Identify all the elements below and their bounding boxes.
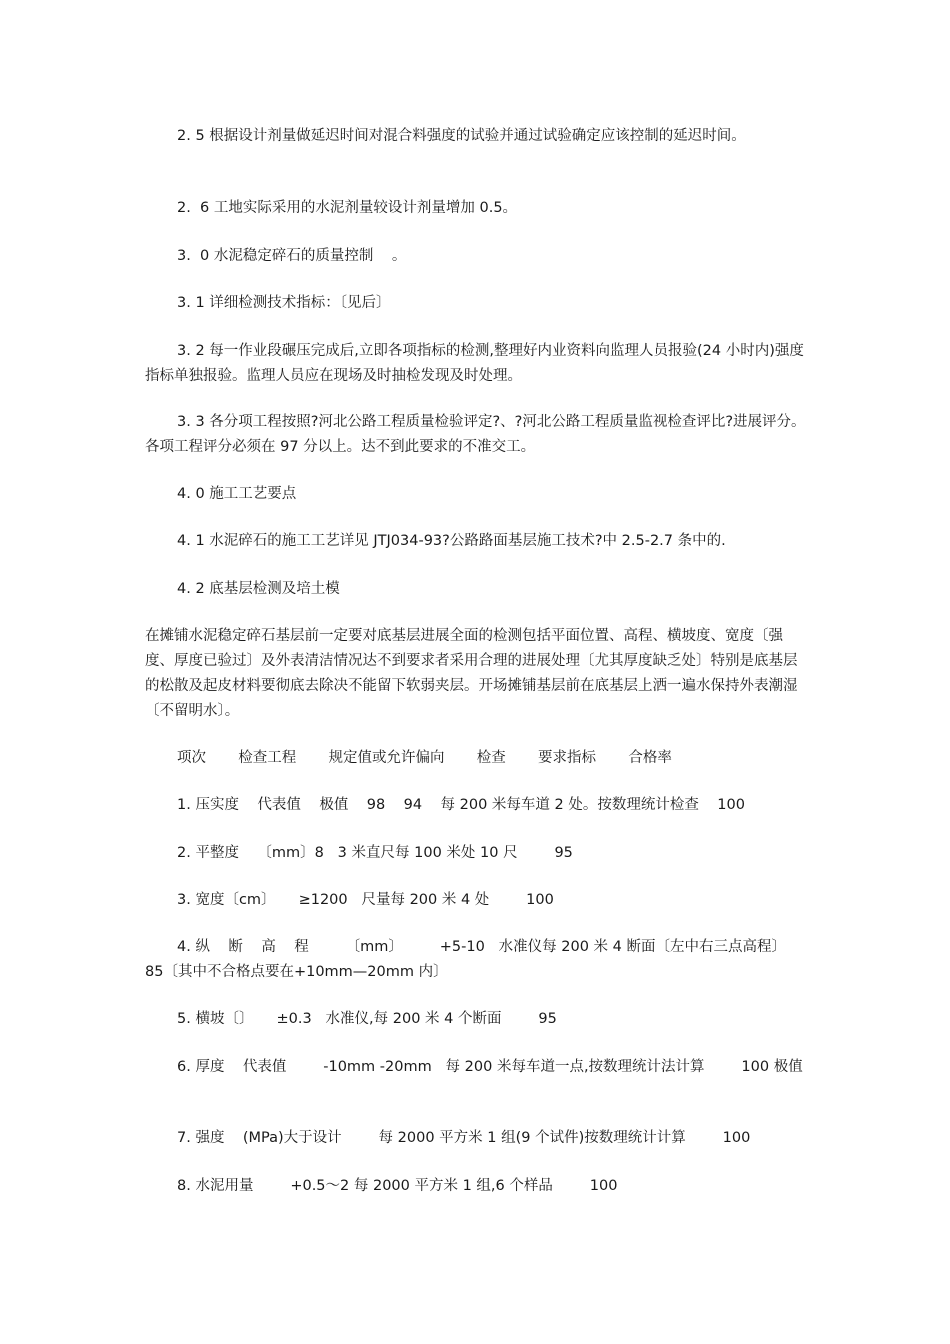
paragraph-base-inspection: 在摊铺水泥稳定碎石基层前一定要对底基层进展全面的检测包括平面位置、高程、横坡度、宽度〔强度、厚度已验过〕及外表清洁情况达不到要求者采用合理的进展处理〔尤其厚度缺乏处〕特别是底基层的松散及起皮材料要彻底去除决不能留下软弱夹层。开场摊铺基层前在底基层上洒一遍水保持外表潮湿〔不留明水〕。: [145, 628, 798, 719]
paragraph-3-0: 3. 0 水泥稳定碎石的质量控制 。: [177, 248, 407, 264]
check-item-5: 5. 横坡〔〕 ±0.3 水准仪,每 200 米 4 个断面 95: [177, 1011, 557, 1027]
paragraph-2-5: 2. 5 根据设计剂量做延迟时间对混合料强度的试验并通过试验确定应该控制的延迟时间。: [177, 128, 746, 144]
check-item-6: 6. 厚度 代表值 -10mm -20mm 每 200 米每车道一点,按数理统计法计算 100 极值: [177, 1059, 803, 1075]
paragraph-4-1: 4. 1 水泥碎石的施工工艺详见 JTJ034-93?公路路面基层施工技术?中 2.5-2.7 条中的.: [177, 533, 726, 549]
paragraph-3-2: 3. 2 每一作业段碾压完成后,立即各项指标的检测,整理好内业资料向监理人员报验(24 小时内)强度指标单独报验。监理人员应在现场及时抽检发现及时处理。: [145, 343, 804, 384]
check-item-4: 4. 纵 断 高 程 〔mm〕 +5-10 水准仪每 200 米 4 断面〔左中右三点高程〕 85〔其中不合格点要在+10mm—20mm 内〕: [145, 939, 805, 980]
paragraph-4-2: 4. 2 底基层检测及培土模: [177, 581, 340, 597]
check-item-8: 8. 水泥用量 +0.5～2 每 2000 平方米 1 组,6 个样品 100: [177, 1178, 618, 1194]
paragraph-3-1: 3. 1 详细检测技术指标：〔见后〕: [177, 295, 391, 311]
check-item-1: 1. 压实度 代表值 极值 98 94 每 200 米每车道 2 处。按数理统计检查 100: [177, 797, 745, 813]
table-header-line: 项次 检查工程 规定值或允许偏向 检查 要求指标 合格率: [177, 750, 672, 766]
paragraph-4-0: 4. 0 施工工艺要点: [177, 486, 297, 502]
check-item-7: 7. 强度 (MPa)大于设计 每 2000 平方米 1 组(9 个试件)按数理统计计算 100: [177, 1130, 751, 1146]
paragraph-2-6: 2. 6 工地实际采用的水泥剂量较设计剂量增加 0.5。: [177, 200, 518, 216]
check-item-2: 2. 平整度 〔mm〕8 3 米直尺每 100 米处 10 尺 95: [177, 845, 573, 861]
paragraph-3-3: 3. 3 各分项工程按照?河北公路工程质量检验评定?、?河北公路工程质量监视检查评比?进展评分。各项工程评分必须在 97 分以上。达不到此要求的不准交工。: [145, 414, 806, 455]
check-item-3: 3. 宽度〔cm〕 ≥1200 尺量每 200 米 4 处 100: [177, 892, 554, 908]
